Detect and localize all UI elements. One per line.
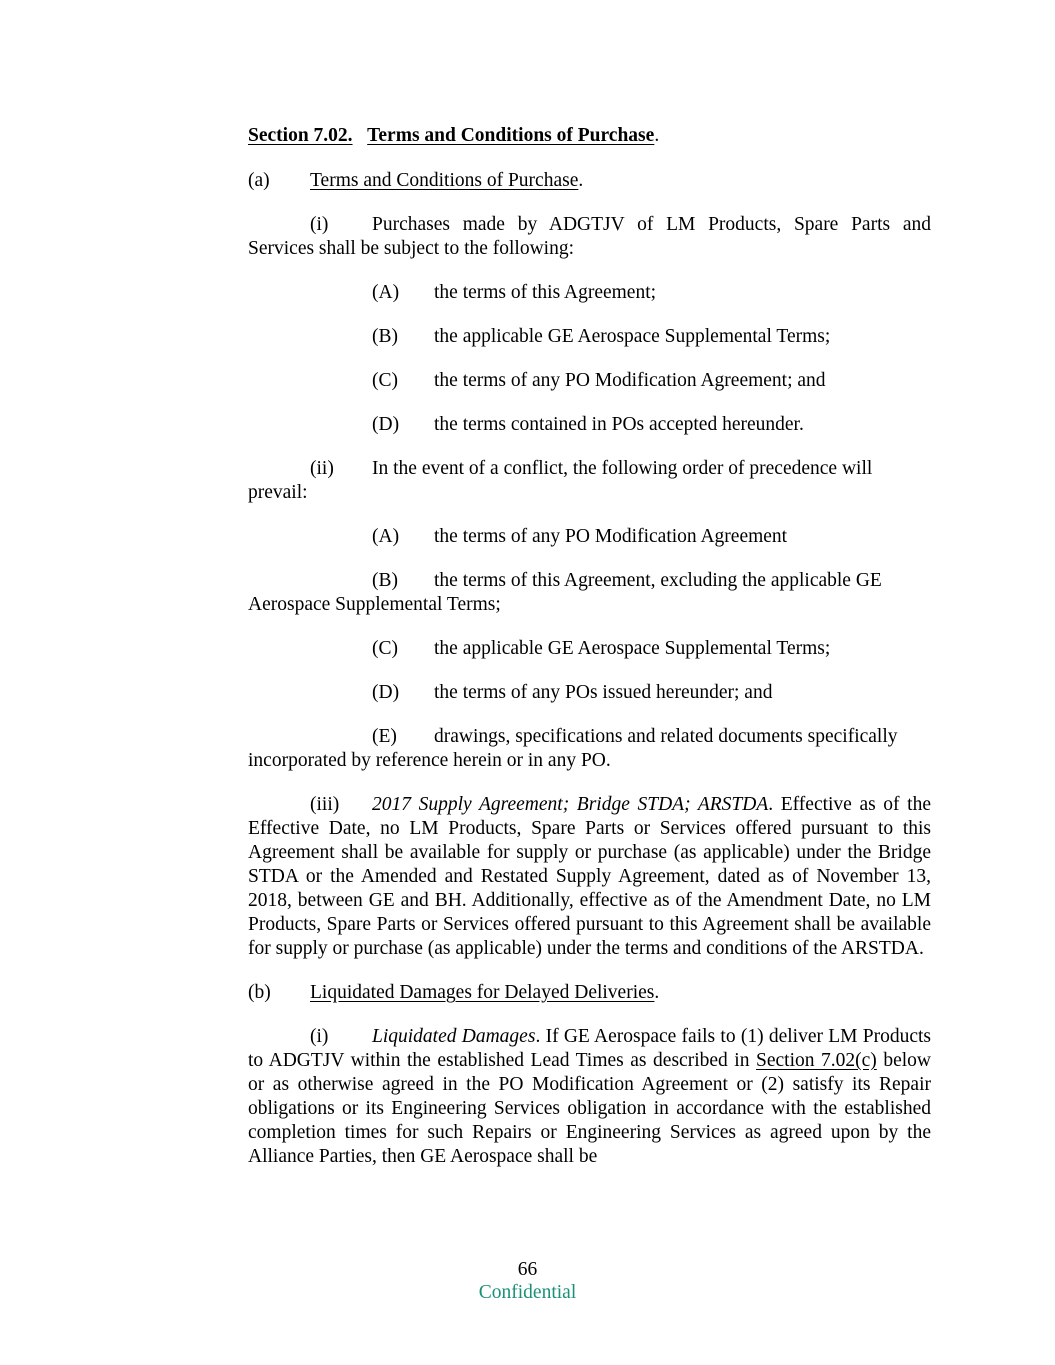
list-item-label: (D) — [372, 414, 400, 435]
subsection-b-title: Liquidated Damages for Delayed Deliveries — [310, 982, 655, 1003]
list-item-text: the terms of this Agreement; — [434, 282, 657, 303]
clause-a-iii-label: (iii) — [310, 794, 340, 815]
list-item — [372, 681, 931, 705]
subsection-a-label: (a) — [248, 170, 270, 191]
list-item — [372, 325, 931, 349]
clause-a-i — [248, 213, 931, 261]
clause-b-i-text-1: . If GE Aerospace fails to (1) deliver LM Products to ADGTJV within the established Lead Times as described in — [248, 1026, 931, 1071]
subsection-b-label: (b) — [248, 982, 271, 1003]
clause-b-i-text-2: below or as otherwise agreed in the PO Modification Agreement or (2) satisfy its Repair obligations or its Engineering Services obligation in accordance with the established completion times for such Repairs or Engineering Services as agreed upon by the Alliance Parties, then GE Aerospace shall be — [248, 1050, 931, 1167]
list-item-text: the terms of any PO Modification Agreement; and — [434, 370, 826, 391]
clause-b-i — [248, 1025, 931, 1169]
section-period: . — [654, 125, 660, 146]
list-item-text: the applicable GE Aerospace Supplemental Terms; — [434, 326, 831, 347]
clause-b-i-label: (i) — [310, 1026, 329, 1047]
list-item-label: (A) — [372, 526, 400, 547]
list-item-text: the terms of any PO Modification Agreement — [434, 526, 788, 547]
clause-b-i-title: Liquidated Damages — [372, 1026, 536, 1047]
confidential-label: Confidential — [478, 1282, 577, 1303]
list-item — [372, 369, 931, 393]
section-cross-reference-link[interactable]: Section 7.02(c) — [756, 1050, 877, 1071]
list-item-label: (C) — [372, 638, 398, 659]
list-item-text: drawings, specifications and related documents specifically incorporated by reference herein or in any PO. — [248, 726, 898, 771]
clause-a-iii-title: 2017 Supply Agreement; Bridge STDA; ARSTDA — [372, 794, 769, 815]
subsection-b-period: . — [654, 982, 660, 1003]
clause-a-i-text: Purchases made by ADGTJV of LM Products, Spare Parts and Services shall be subject to the following: — [248, 214, 931, 259]
document-body — [248, 124, 931, 1169]
list-item-text: the terms of any POs issued hereunder; and — [434, 682, 773, 703]
list-item-label: (E) — [372, 726, 397, 747]
list-item — [372, 413, 931, 437]
list-item-text: the applicable GE Aerospace Supplemental Terms; — [434, 638, 831, 659]
clause-a-ii — [248, 457, 931, 505]
section-number: Section 7.02. — [248, 125, 353, 146]
section-title: Terms and Conditions of Purchase — [367, 125, 655, 146]
clause-a-ii-text: In the event of a conflict, the following order of precedence will prevail: — [248, 458, 873, 503]
list-item-label: (D) — [372, 682, 400, 703]
clause-a-iii — [248, 793, 931, 961]
clause-a-i-label: (i) — [310, 214, 329, 235]
list-item — [372, 281, 931, 305]
section-heading — [248, 124, 931, 148]
list-item-label: (A) — [372, 282, 400, 303]
subsection-b-heading — [248, 981, 931, 1005]
list-item — [248, 725, 931, 773]
list-item — [372, 525, 931, 549]
list-item-text: the terms contained in POs accepted hereunder. — [434, 414, 804, 435]
list-item-text: the terms of this Agreement, excluding the applicable GE Aerospace Supplemental Terms; — [248, 570, 882, 615]
list-item-label: (C) — [372, 370, 398, 391]
list-item-label: (B) — [372, 326, 398, 347]
subsection-a-period: . — [578, 170, 584, 191]
clause-a-iii-text: . Effective as of the Effective Date, no LM Products, Spare Parts or Services offered pursuant to this Agreement shall be available for supply or purchase (as applicable) under the Bridge STDA or the Amended and Restated Supply Agreement, dated as of November 13, 2018, between GE and BH. Additionally, effective as of the Amendment Date, no LM Products, Spare Parts or Services offered pursuant to this Agreement shall be available for supply or purchase (as applicable) under the terms and conditions of the ARSTDA. — [248, 794, 931, 959]
subsection-a-title: Terms and Conditions of Purchase — [310, 170, 579, 191]
list-item — [372, 637, 931, 661]
subsection-a-heading — [248, 169, 931, 193]
list-item — [248, 569, 931, 617]
page-number: 66 — [517, 1259, 538, 1280]
clause-a-ii-label: (ii) — [310, 458, 334, 479]
list-item-label: (B) — [372, 570, 398, 591]
